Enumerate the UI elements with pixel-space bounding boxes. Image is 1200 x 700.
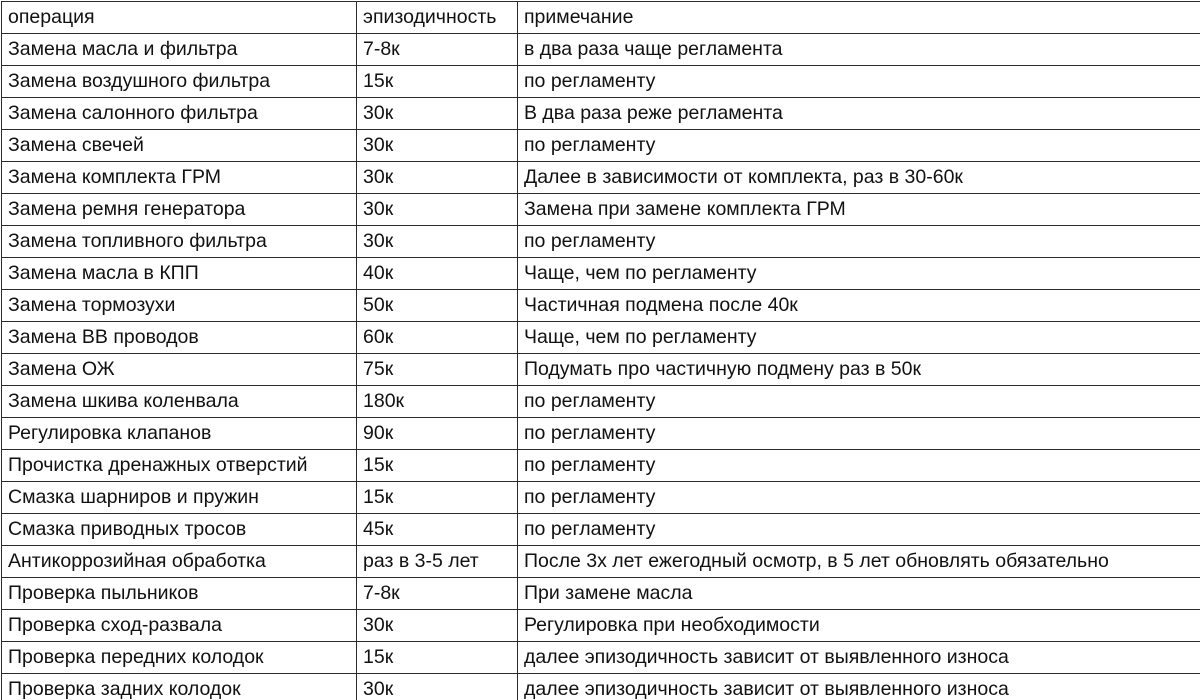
cell-note[interactable]: Частичная подмена после 40к bbox=[518, 290, 1200, 322]
cell-frequency[interactable]: раз в 3-5 лет bbox=[357, 546, 518, 578]
cell-operation[interactable]: Замена салонного фильтра bbox=[2, 98, 357, 130]
cell-frequency[interactable]: 30к bbox=[357, 130, 518, 162]
cell-operation[interactable]: Проверка сход-развала bbox=[2, 610, 357, 642]
cell-frequency[interactable]: 90к bbox=[357, 418, 518, 450]
cell-operation[interactable]: Замена комплекта ГРМ bbox=[2, 162, 357, 194]
cell-note[interactable]: Регулировка при необходимости bbox=[518, 610, 1200, 642]
table-row bbox=[2, 482, 1200, 514]
cell-note[interactable]: по регламенту bbox=[518, 450, 1200, 482]
cell-operation[interactable]: Замена свечей bbox=[2, 130, 357, 162]
header-cell-frequency[interactable]: эпизодичность bbox=[357, 2, 518, 34]
table-row bbox=[2, 578, 1200, 610]
cell-note[interactable]: далее эпизодичность зависит от выявленного износа bbox=[518, 642, 1200, 674]
cell-note[interactable]: Чаще, чем по регламенту bbox=[518, 322, 1200, 354]
cell-operation[interactable]: Замена воздушного фильтра bbox=[2, 66, 357, 98]
table-row bbox=[2, 322, 1200, 354]
table-body bbox=[2, 2, 1200, 700]
cell-frequency[interactable]: 50к bbox=[357, 290, 518, 322]
table-row bbox=[2, 66, 1200, 98]
cell-frequency[interactable]: 30к bbox=[357, 610, 518, 642]
cell-operation[interactable]: Замена топливного фильтра bbox=[2, 226, 357, 258]
table-row bbox=[2, 194, 1200, 226]
cell-operation[interactable]: Замена масла в КПП bbox=[2, 258, 357, 290]
cell-note[interactable]: по регламенту bbox=[518, 482, 1200, 514]
cell-operation[interactable]: Прочистка дренажных отверстий bbox=[2, 450, 357, 482]
cell-frequency[interactable]: 15к bbox=[357, 66, 518, 98]
cell-note[interactable]: по регламенту bbox=[518, 130, 1200, 162]
cell-frequency[interactable]: 15к bbox=[357, 450, 518, 482]
table-row bbox=[2, 674, 1200, 700]
table-row bbox=[2, 610, 1200, 642]
cell-frequency[interactable]: 30к bbox=[357, 98, 518, 130]
table-row bbox=[2, 546, 1200, 578]
cell-note[interactable]: по регламенту bbox=[518, 66, 1200, 98]
table-row bbox=[2, 418, 1200, 450]
cell-note[interactable]: Далее в зависимости от комплекта, раз в 30-60к bbox=[518, 162, 1200, 194]
cell-operation[interactable]: Проверка пыльников bbox=[2, 578, 357, 610]
cell-frequency[interactable]: 75к bbox=[357, 354, 518, 386]
cell-frequency[interactable]: 45к bbox=[357, 514, 518, 546]
table-row bbox=[2, 34, 1200, 66]
table-row bbox=[2, 258, 1200, 290]
cell-frequency[interactable]: 15к bbox=[357, 482, 518, 514]
cell-operation[interactable]: Смазка приводных тросов bbox=[2, 514, 357, 546]
cell-note[interactable]: по регламенту bbox=[518, 418, 1200, 450]
table-row bbox=[2, 226, 1200, 258]
cell-frequency[interactable]: 30к bbox=[357, 162, 518, 194]
cell-operation[interactable]: Проверка передних колодок bbox=[2, 642, 357, 674]
cell-note[interactable]: После 3х лет ежегодный осмотр, в 5 лет обновлять обязательно bbox=[518, 546, 1200, 578]
cell-frequency[interactable]: 40к bbox=[357, 258, 518, 290]
cell-note[interactable]: по регламенту bbox=[518, 386, 1200, 418]
cell-operation[interactable]: Проверка задних колодок bbox=[2, 674, 357, 700]
maintenance-table bbox=[1, 1, 1200, 700]
table-row bbox=[2, 386, 1200, 418]
cell-operation[interactable]: Антикоррозийная обработка bbox=[2, 546, 357, 578]
cell-frequency[interactable]: 15к bbox=[357, 642, 518, 674]
cell-operation[interactable]: Замена шкива коленвала bbox=[2, 386, 357, 418]
header-cell-operation[interactable]: операция bbox=[2, 2, 357, 34]
cell-operation[interactable]: Регулировка клапанов bbox=[2, 418, 357, 450]
cell-operation[interactable]: Замена ремня генератора bbox=[2, 194, 357, 226]
cell-operation[interactable]: Замена масла и фильтра bbox=[2, 34, 357, 66]
cell-frequency[interactable]: 60к bbox=[357, 322, 518, 354]
cell-frequency[interactable]: 7-8к bbox=[357, 578, 518, 610]
cell-operation[interactable]: Замена тормозухи bbox=[2, 290, 357, 322]
header-row bbox=[2, 2, 1200, 34]
table-row bbox=[2, 514, 1200, 546]
cell-frequency[interactable]: 7-8к bbox=[357, 34, 518, 66]
table-row bbox=[2, 162, 1200, 194]
cell-frequency[interactable]: 30к bbox=[357, 194, 518, 226]
cell-note[interactable]: по регламенту bbox=[518, 226, 1200, 258]
header-cell-note[interactable]: примечание bbox=[518, 2, 1200, 34]
cell-operation[interactable]: Замена ВВ проводов bbox=[2, 322, 357, 354]
table-row bbox=[2, 642, 1200, 674]
cell-frequency[interactable]: 30к bbox=[357, 674, 518, 700]
cell-frequency[interactable]: 180к bbox=[357, 386, 518, 418]
cell-note[interactable]: В два раза реже регламента bbox=[518, 98, 1200, 130]
table-row bbox=[2, 98, 1200, 130]
table-row bbox=[2, 290, 1200, 322]
cell-frequency[interactable]: 30к bbox=[357, 226, 518, 258]
cell-note[interactable]: Замена при замене комплекта ГРМ bbox=[518, 194, 1200, 226]
cell-note[interactable]: в два раза чаще регламента bbox=[518, 34, 1200, 66]
cell-note[interactable]: При замене масла bbox=[518, 578, 1200, 610]
table-row bbox=[2, 130, 1200, 162]
cell-note[interactable]: Подумать про частичную подмену раз в 50к bbox=[518, 354, 1200, 386]
cell-note[interactable]: по регламенту bbox=[518, 514, 1200, 546]
cell-note[interactable]: Чаще, чем по регламенту bbox=[518, 258, 1200, 290]
cell-note[interactable]: далее эпизодичность зависит от выявленного износа bbox=[518, 674, 1200, 700]
table-row bbox=[2, 354, 1200, 386]
cell-operation[interactable]: Смазка шарниров и пружин bbox=[2, 482, 357, 514]
table-row bbox=[2, 450, 1200, 482]
cell-operation[interactable]: Замена ОЖ bbox=[2, 354, 357, 386]
